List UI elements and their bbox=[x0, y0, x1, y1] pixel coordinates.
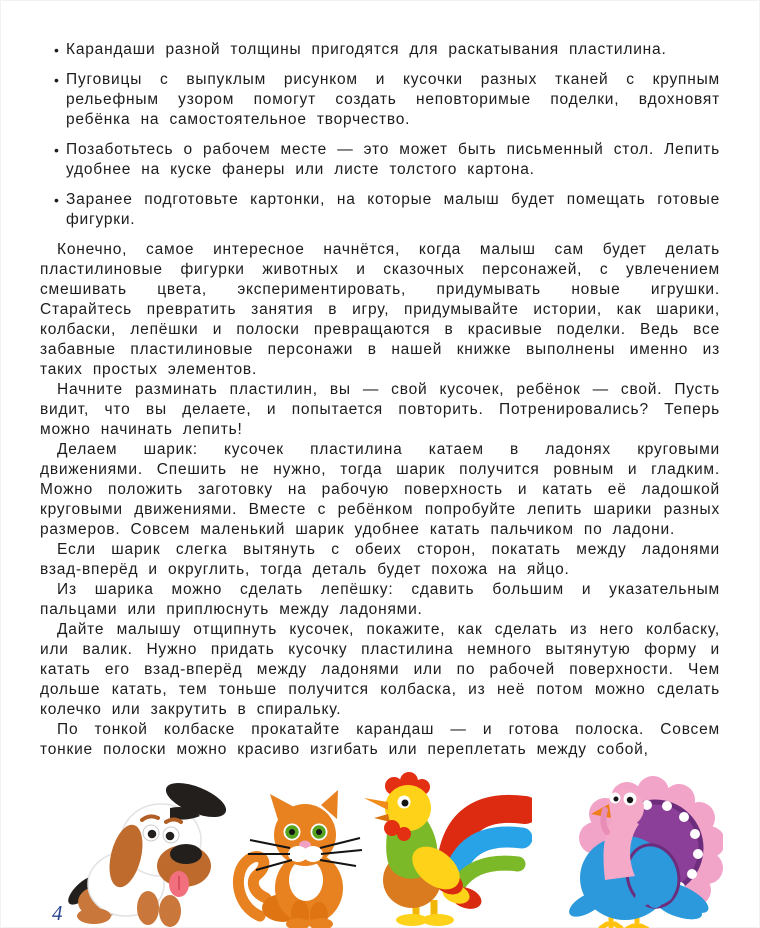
page-number: 4 bbox=[52, 901, 63, 925]
turkey-pupil bbox=[627, 797, 633, 803]
rooster-foot bbox=[422, 914, 454, 926]
dog-back-paw bbox=[77, 908, 111, 924]
bullet-item bbox=[40, 140, 720, 180]
rooster-beak bbox=[364, 798, 388, 810]
illustrations-row bbox=[0, 770, 760, 928]
rooster-pupil bbox=[402, 800, 409, 807]
paragraph: Начните разминать пластилин, вы — свой кусочек, ребёнок — свой. Пусть видит, что вы делаете, и попытается повторить. Потренировались? Теперь можно начинать лепить! bbox=[40, 381, 720, 438]
dog-pupil bbox=[148, 830, 157, 839]
bullet-item bbox=[40, 190, 720, 230]
cat-muzzle bbox=[303, 846, 323, 862]
rooster-wattle bbox=[397, 827, 411, 841]
text-column bbox=[40, 40, 720, 760]
paragraph: Из шарика можно сделать лепёшку: сдавить большим и указательным пальцами или приплюснуть между ладонями. bbox=[40, 581, 720, 618]
turkey-pupil bbox=[614, 797, 619, 802]
plasticine-dog-illustration bbox=[58, 778, 238, 928]
body-text bbox=[40, 240, 720, 760]
cat-tail bbox=[238, 857, 266, 916]
plasticine-rooster-illustration bbox=[350, 772, 532, 928]
bullet-item bbox=[40, 40, 720, 60]
bullet-dot-icon: • bbox=[54, 192, 59, 208]
dog-pupil bbox=[166, 832, 175, 841]
bullet-item bbox=[40, 70, 720, 130]
bullet-dot-icon: • bbox=[54, 72, 59, 88]
paragraph: Дайте малышу отщипнуть кусочек, покажите, как сделать из него колбаску, или валик. Нужно придать кусочку пластилина немного вытянутую форму и катать его взад-вперёд между ладонями или по рабочей поверхности. Чем дольше катать, тем тоньше получится колбаска, из неё потом можно сделать колечко или закрутить в спиральку. bbox=[40, 621, 720, 718]
paragraph: Если шарик слегка вытянуть с обеих сторон, покатать между ладонями взад-вперёд и округлить, тогда деталь будет похожа на яйцо. bbox=[40, 541, 720, 578]
tips-bullet-list bbox=[40, 40, 720, 230]
dog-nose bbox=[170, 844, 202, 864]
bullet-text: Карандаши разной толщины пригодятся для раскатывания пластилина. bbox=[66, 41, 667, 58]
plasticine-turkey-illustration bbox=[543, 776, 723, 928]
bullet-text: Заранее подготовьте картонки, на которые малыш будет помещать готовые фигурки. bbox=[66, 191, 720, 228]
rooster-beak-lower bbox=[374, 814, 390, 822]
dog-front-leg bbox=[137, 891, 159, 925]
bullet-dot-icon: • bbox=[54, 142, 59, 158]
paragraph: Конечно, самое интересное начнётся, когда малыш сам будет делать пластилиновые фигурки животных и сказочных персонажей, с увлечением смешивать цвета, экспериментировать, придумывать новые игрушки. Старайтесь превратить занятия в игру, придумывайте истории, как шарики, колбаски, лепёшки и полоски превращаются в красивые поделки. Ведь все забавные пластилиновые персонажи в нашей книжке выполнены именно из таких простых элементов. bbox=[40, 241, 720, 378]
paragraph: Делаем шарик: кусочек пластилина катаем в ладонях круговыми движениями. Спешить не нужно, тогда шарик получится ровным и гладким. Можно положить заготовку на рабочую поверхность и катать её ладошкой круговыми движениями. Вместе с ребёнком попробуйте лепить шарики разных размеров. Совсем маленький шарик удобнее катать пальчиком по ладони. bbox=[40, 441, 720, 538]
dog-front-leg bbox=[159, 895, 181, 927]
bullet-text: Позаботьтесь о рабочем месте — это может быть письменный стол. Лепить удобнее на куске фанеры или листе толстого картона. bbox=[66, 141, 720, 178]
bullet-text: Пуговицы с выпуклым рисунком и кусочки разных тканей с крупным рельефным узором помогут создать неповторимые поделки, вдохновят ребёнка на самостоятельное творчество. bbox=[66, 71, 720, 128]
paragraph: По тонкой колбаске прокатайте карандаш — и готова полоска. Совсем тонкие полоски можно красиво изгибать или переплетать между собой, bbox=[40, 721, 720, 758]
cat-pupil bbox=[289, 829, 295, 835]
cat-pupil bbox=[316, 829, 322, 835]
bullet-dot-icon: • bbox=[54, 42, 59, 58]
